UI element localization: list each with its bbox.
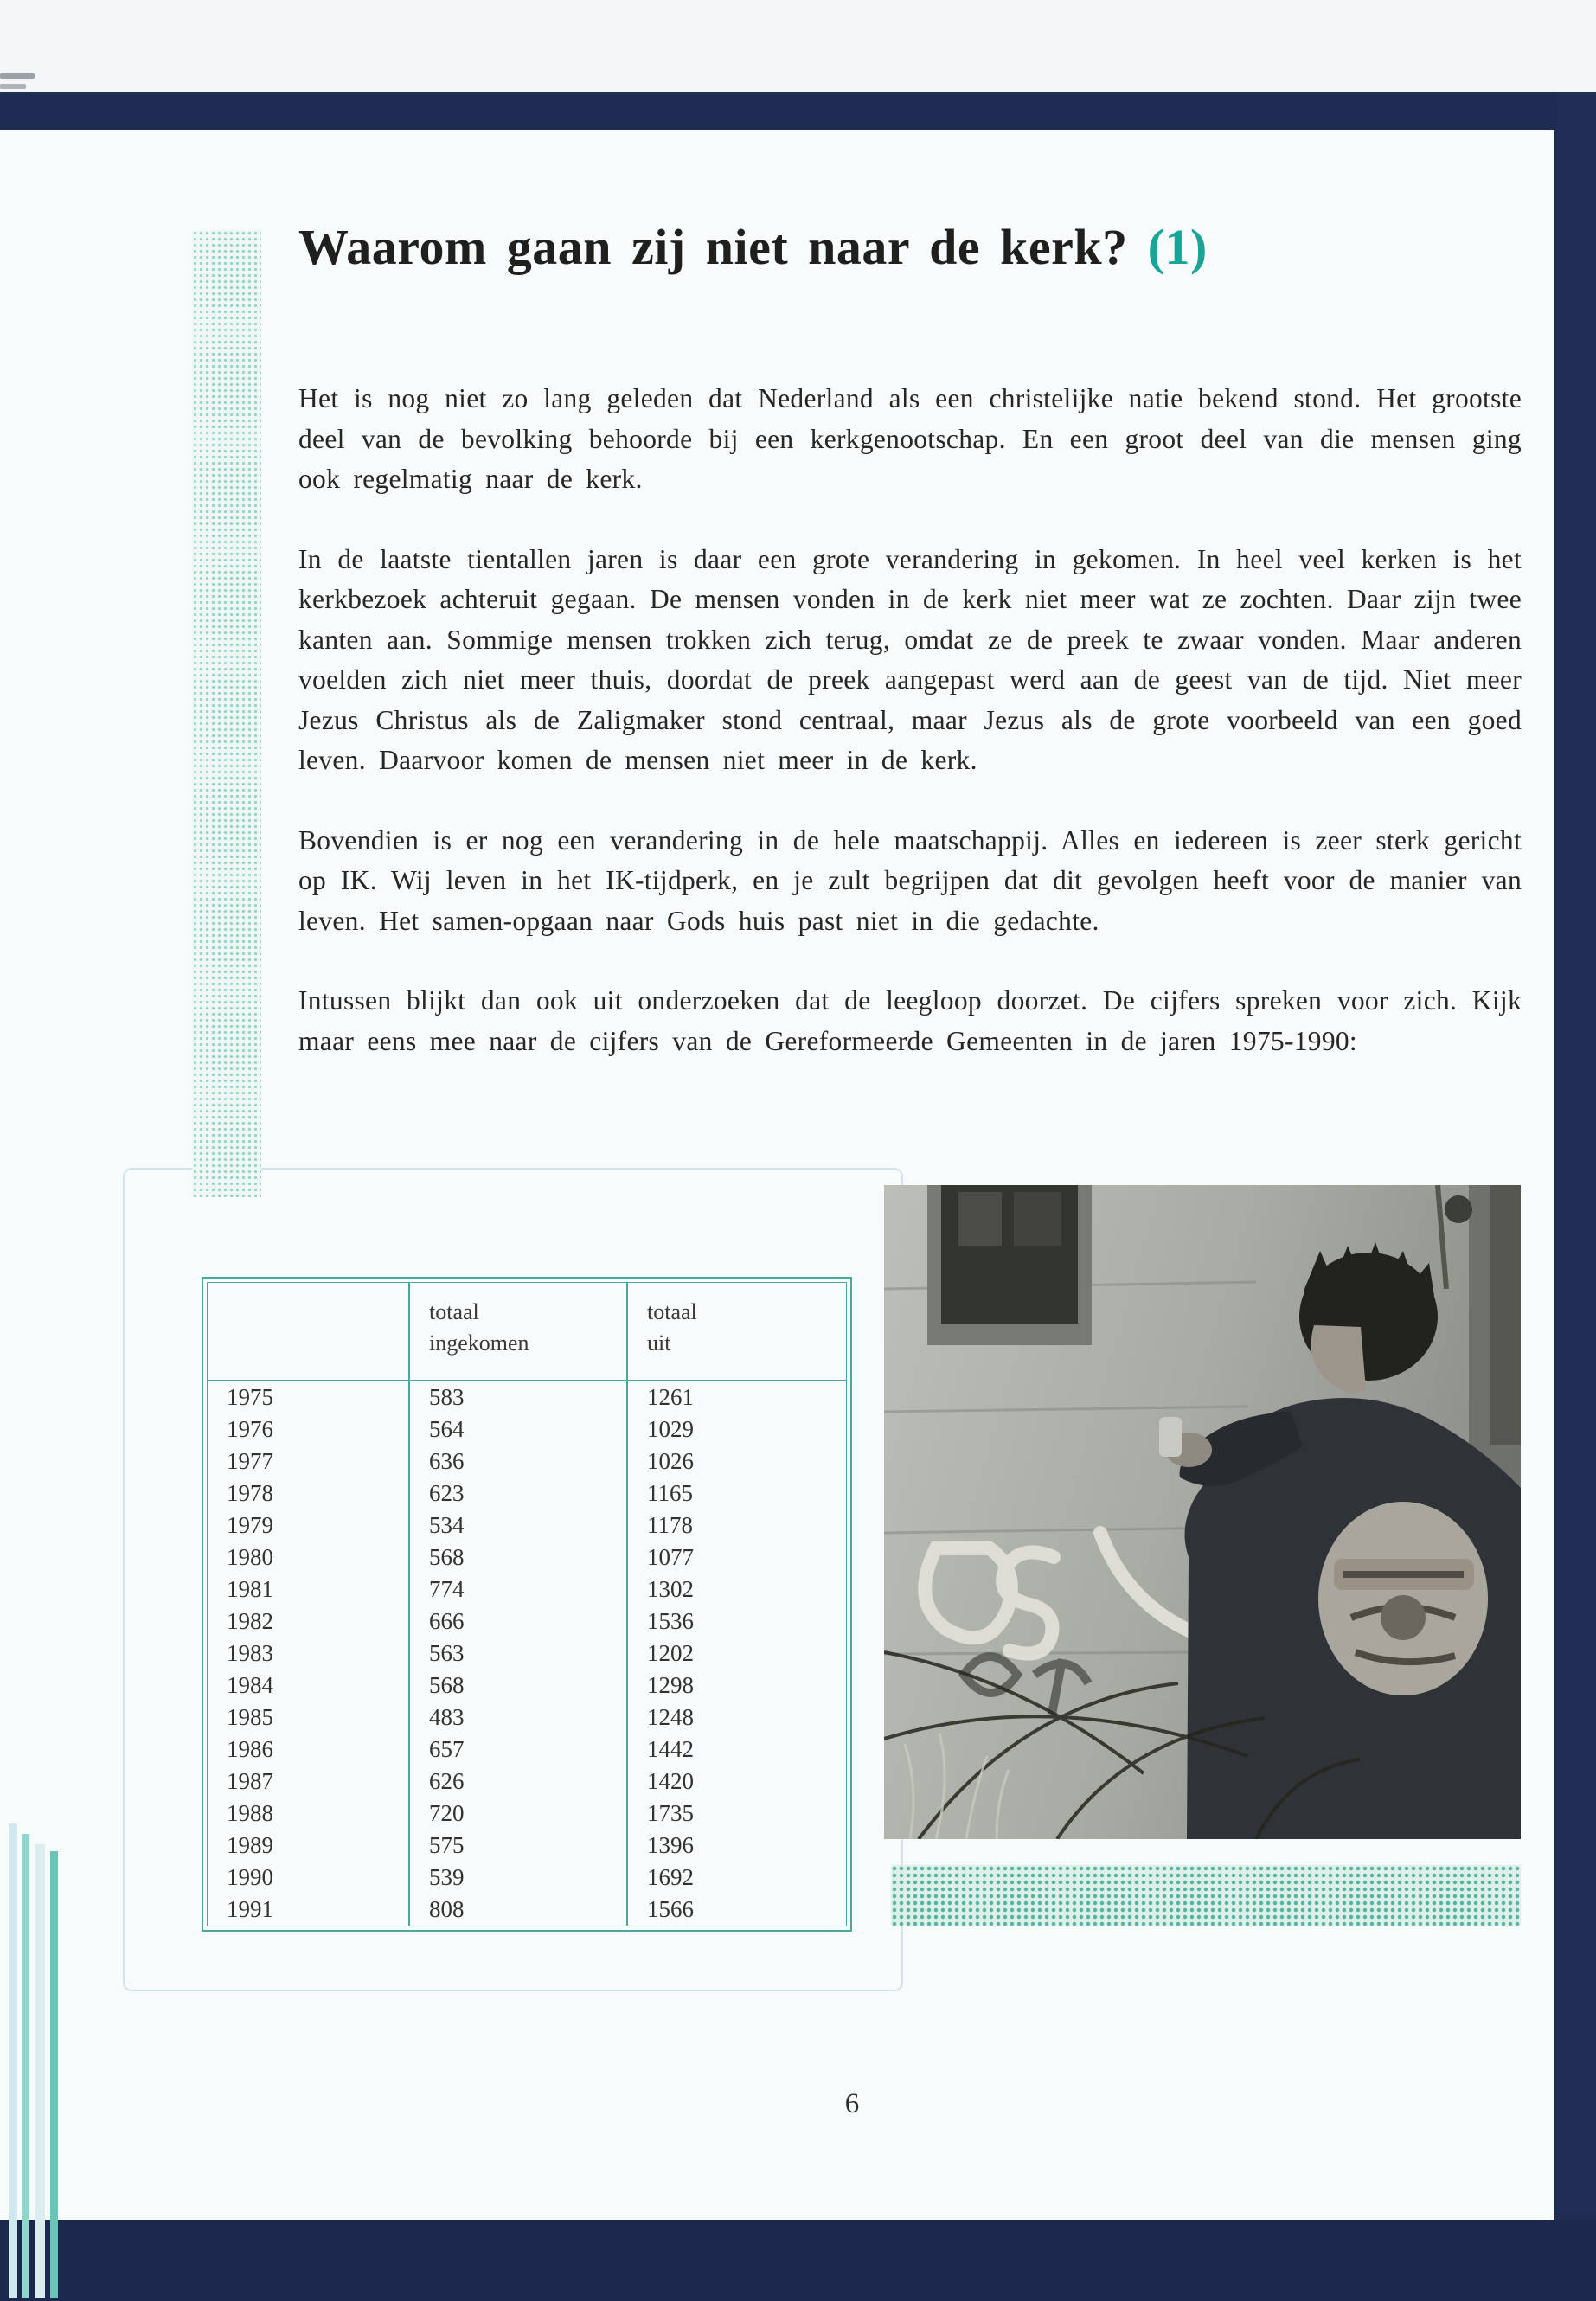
cell-uit: 1248 [626,1702,846,1734]
cell-ingekomen: 636 [408,1445,626,1477]
cell-ingekomen: 623 [408,1477,626,1509]
header-line: uit [647,1330,671,1356]
cell-uit: 1202 [626,1638,846,1670]
book-cover-edge-top [0,92,1596,131]
cell-ingekomen: 563 [408,1638,626,1670]
scan-artifact [0,73,35,79]
cell-year: 1987 [227,1768,273,1794]
cell-uit: 1692 [626,1862,846,1894]
cell-ingekomen: 720 [408,1798,626,1830]
cell-ingekomen: 657 [408,1734,626,1766]
table-header-empty [208,1283,408,1381]
header-line: ingekomen [429,1330,529,1356]
header-line: totaal [647,1299,697,1324]
cell-uit: 1077 [626,1541,846,1574]
cell-year: 1975 [227,1384,273,1410]
cell-year: 1979 [227,1512,273,1538]
cell-uit: 1442 [626,1734,846,1766]
cell-year: 1978 [227,1480,273,1506]
cell-year: 1986 [227,1736,273,1762]
cell-uit: 1026 [626,1445,846,1477]
cell-year: 1988 [227,1800,273,1826]
scan-artifact [0,84,26,89]
book-cover-edge-right [1554,92,1596,2301]
cell-ingekomen: 483 [408,1702,626,1734]
page-title-number: (1) [1147,219,1208,275]
cell-ingekomen: 575 [408,1830,626,1862]
body-text [298,379,1522,1101]
cell-year: 1985 [227,1704,273,1730]
cell-year: 1984 [227,1672,273,1698]
page-title [298,218,1208,276]
cell-year: 1991 [227,1896,273,1922]
cell-year: 1989 [227,1832,273,1858]
cell-uit: 1566 [626,1894,846,1926]
cell-ingekomen: 626 [408,1766,626,1798]
cell-uit: 1396 [626,1830,846,1862]
cell-year: 1983 [227,1640,273,1666]
cell-ingekomen: 534 [408,1509,626,1541]
halftone-bar [891,1865,1521,1926]
cell-uit: 1178 [626,1509,846,1541]
page-edge-strip [35,1844,45,2298]
cell-uit: 1420 [626,1766,846,1798]
halftone-strip [192,230,261,1197]
photo-graffiti-boy [884,1185,1521,1839]
book-cover-edge-bottom [0,2220,1596,2301]
cell-year: 1990 [227,1864,273,1890]
cell-year: 1976 [227,1416,273,1442]
cell-uit: 1165 [626,1477,846,1509]
paragraph: In de laatste tientallen jaren is daar een grote verandering in gekomen. In heel veel kerken is het kerkbezoek achteruit gegaan. De mensen vonden in de kerk niet meer wat ze zochten. Daar zijn twee kanten aan. Sommige mensen trokken zich terug, omdat ze de preek te zwaar vonden. Maar anderen voelden zich niet meer thuis, doordat de preek aangepast werd aan de geest van de tijd. Niet meer Jezus Christus als de Zaligmaker stond centraal, maar Jezus als de grote voorbeeld van een goed leven. Daarvoor komen de mensen niet meer in de kerk. [298,543,1522,775]
cell-uit: 1261 [626,1381,846,1413]
cell-uit: 1536 [626,1606,846,1638]
photo-illustration [884,1185,1521,1839]
page-edge-strip [50,1851,58,2298]
cell-ingekomen: 808 [408,1894,626,1926]
table-body [207,1282,847,1926]
cell-ingekomen: 583 [408,1381,626,1413]
table-header-ingekomen [408,1283,626,1381]
table-header-uit [626,1283,846,1381]
cell-uit: 1298 [626,1670,846,1702]
cell-uit: 1029 [626,1413,846,1445]
paragraph: Intussen blijkt dan ook uit onderzoeken dat de leegloop doorzet. De cijfers spreken voor zich. Kijk maar eens mee naar de cijfers van de Gereformeerde Gemeenten in de jaren 1975-1990: [298,985,1522,1056]
paragraph: Het is nog niet zo lang geleden dat Nederland als een christelijke natie bekend stond. Het grootste deel van de bevolking behoorde bij een kerkgenootschap. En een groot deel van die mensen ging ook regelmatig naar de kerk. [298,383,1522,494]
paragraph: Bovendien is er nog een verandering in de hele maatschappij. Alles en iedereen is zeer sterk gericht op IK. Wij leven in het IK-tijdperk, en je zult begrijpen dat dit gevolgen heeft voor de manier van leven. Het samen-opgaan naar Gods huis past niet in die gedachte. [298,824,1522,936]
header-line: totaal [429,1299,479,1324]
page-title-text: Waarom gaan zij niet naar de kerk? [298,219,1128,275]
cell-year: 1981 [227,1576,273,1602]
cell-year: 1982 [227,1608,273,1634]
cell-uit: 1302 [626,1574,846,1606]
page-number: 6 [844,2088,860,2119]
page-edge-strip [22,1834,29,2298]
cell-ingekomen: 666 [408,1606,626,1638]
cell-ingekomen: 568 [408,1670,626,1702]
cell-ingekomen: 568 [408,1541,626,1574]
cell-ingekomen: 539 [408,1862,626,1894]
cell-uit: 1735 [626,1798,846,1830]
cell-year: 1977 [227,1448,273,1474]
cell-year: 1980 [227,1544,273,1570]
data-table [202,1277,852,1932]
cell-ingekomen: 774 [408,1574,626,1606]
cell-ingekomen: 564 [408,1413,626,1445]
page-edge-strip [9,1823,17,2298]
